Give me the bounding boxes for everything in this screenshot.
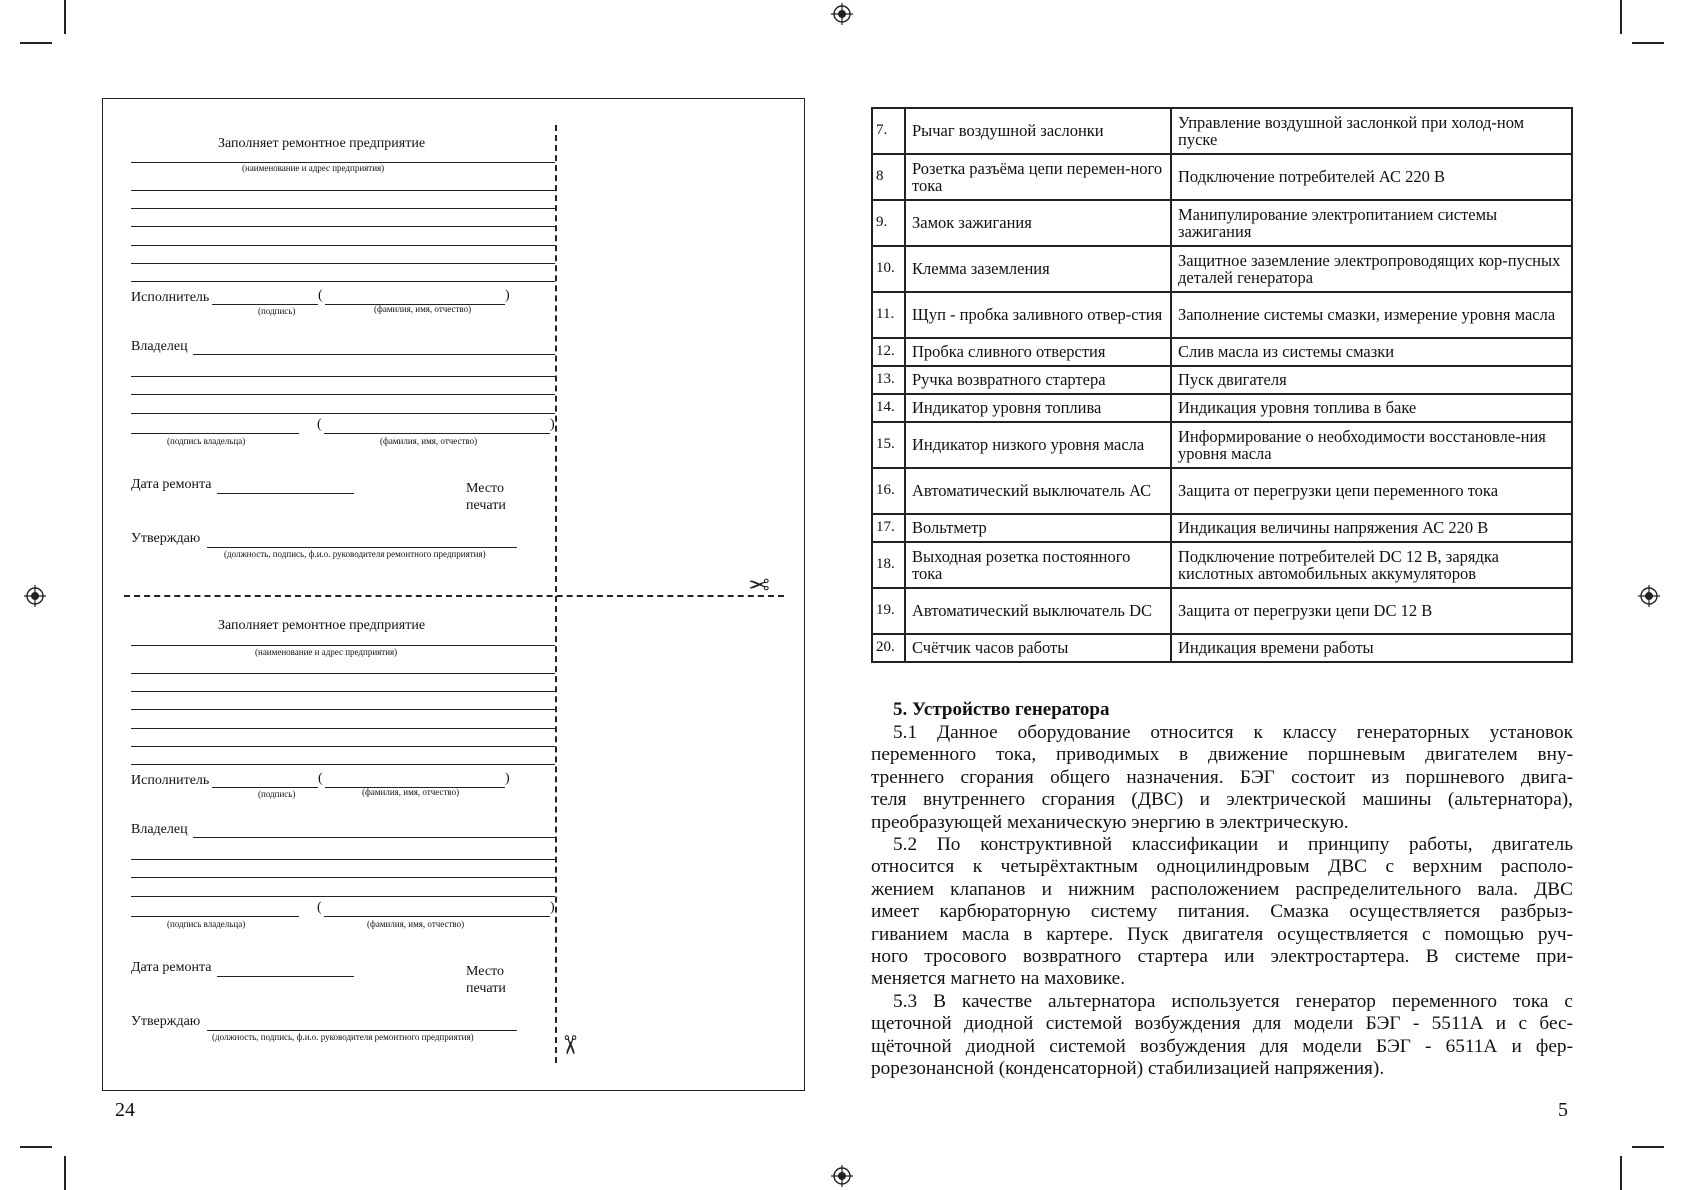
fill-line <box>131 728 555 729</box>
crop-mark <box>20 1146 52 1148</box>
owner-fio-hint: (фамилия, имя, отчество) <box>380 436 478 446</box>
paragraph-5-3 <box>871 991 1573 1081</box>
cell-name: Ручка возвратного стартера <box>905 366 1171 394</box>
cell-purpose: Индикация уровня топлива в баке <box>1171 394 1572 422</box>
cell-num: 12. <box>872 338 905 366</box>
fill-line <box>131 645 555 646</box>
coupon-header: Заполняет ремонтное предприятие <box>218 136 426 151</box>
registration-mark-icon <box>24 585 46 607</box>
stamp-place-line2: печати <box>466 981 506 996</box>
executor-label: Исполнитель <box>131 290 210 305</box>
section-title: 5. Устройство генератора <box>893 699 1110 720</box>
registration-mark-icon <box>1638 585 1660 607</box>
paren-open: ( <box>318 771 323 786</box>
crop-mark <box>64 0 66 34</box>
table-row <box>872 338 1572 366</box>
scissors-icon: ✂ <box>748 569 770 598</box>
crop-mark <box>20 42 52 44</box>
text-line: щеточной диодной системой возбуждения для модели БЭГ - 5511А и с бес- <box>871 1013 1573 1035</box>
owner-signature-line <box>131 433 299 434</box>
owner-fio-hint: (фамилия, имя, отчество) <box>367 919 465 929</box>
text-line: меняется магнето на маховике. <box>871 968 1126 990</box>
fill-line <box>131 281 555 282</box>
fio-hint: (фамилия, имя, отчество) <box>374 304 472 314</box>
horizontal-cut-line <box>124 595 784 597</box>
fill-line <box>131 764 555 765</box>
table-row <box>872 366 1572 394</box>
fill-line <box>131 376 555 377</box>
approve-label: Утверждаю <box>131 1014 201 1029</box>
fill-line <box>131 226 555 227</box>
text-line: имеет карбюраторную систему питания. Смазка осуществляется разбрыз- <box>871 901 1573 923</box>
coupon-header: Заполняет ремонтное предприятие <box>218 618 426 633</box>
text-line: жением клапанов и нижним расположением распределительного вала. ДВС <box>871 878 1573 900</box>
text-line: ного тросового возвратного стартера или электростартера. В системе при- <box>871 945 1573 967</box>
owner-line <box>193 837 555 838</box>
fill-line <box>131 896 555 897</box>
repair-date-line <box>217 493 354 494</box>
approve-hint: (должность, подпись, ф.и.о. руководителя ремонтного предприятия) <box>212 1032 474 1042</box>
paren-close: ) <box>550 417 555 432</box>
cell-name: Щуп - пробка заливного отвер-стия <box>905 292 1171 338</box>
fio-hint: (фамилия, имя, отчество) <box>362 787 460 797</box>
vertical-cut-line <box>555 125 557 1063</box>
owner-signature-hint: (подпись владельца) <box>167 436 246 446</box>
table-row <box>872 422 1572 468</box>
fill-line <box>131 208 555 209</box>
table-row <box>872 108 1572 154</box>
cell-num: 7. <box>872 108 905 154</box>
table-row <box>872 468 1572 514</box>
cell-purpose: Слив масла из системы смазки <box>1171 338 1572 366</box>
text-line: 5.1 Данное оборудование относится к классу генераторных установок <box>893 722 1573 743</box>
crop-mark <box>1632 1146 1664 1148</box>
text-line: теля внутреннего сгорания (ДВС) и электрической машины (альтернатора), <box>871 789 1573 811</box>
approve-line <box>207 547 517 548</box>
cell-num: 14. <box>872 394 905 422</box>
paren-close: ) <box>505 771 510 786</box>
cell-name: Автоматический выключатель DC <box>905 588 1171 634</box>
cell-name: Клемма заземления <box>905 246 1171 292</box>
cell-num: 9. <box>872 200 905 246</box>
cell-name: Вольтметр <box>905 514 1171 542</box>
cell-num: 13. <box>872 366 905 394</box>
paren-close: ) <box>505 288 510 303</box>
stamp-place-line1: Место <box>466 964 504 979</box>
cell-name: Выходная розетка постоянного тока <box>905 542 1171 588</box>
components-table <box>871 107 1573 663</box>
cell-name: Розетка разъёма цепи перемен-ного тока <box>905 154 1171 200</box>
cell-purpose: Пуск двигателя <box>1171 366 1572 394</box>
fill-line <box>131 746 555 747</box>
cell-name: Счётчик часов работы <box>905 634 1171 662</box>
cell-num: 11. <box>872 292 905 338</box>
signature-hint: (подпись) <box>258 306 296 316</box>
text-line: щёточной диодной системой возбуждения для модели БЭГ - 6511А и фер- <box>871 1035 1573 1057</box>
signature-hint: (подпись) <box>258 789 296 799</box>
stamp-place-line1: Место <box>466 481 504 496</box>
fill-line <box>131 673 555 674</box>
cell-name: Замок зажигания <box>905 200 1171 246</box>
registration-mark-icon <box>831 3 853 25</box>
table-row <box>872 634 1572 662</box>
cell-name: Индикатор уровня топлива <box>905 394 1171 422</box>
cell-purpose: Подключение потребителей DC 12 В, зарядка кислотных автомобильных аккумуляторов <box>1171 542 1572 588</box>
owner-signature-hint: (подпись владельца) <box>167 919 246 929</box>
owner-fio-line <box>324 433 550 434</box>
cell-purpose: Защита от перегрузки цепи DC 12 В <box>1171 588 1572 634</box>
owner-line <box>193 354 555 355</box>
approve-line <box>207 1030 517 1031</box>
cell-name: Индикатор низкого уровня масла <box>905 422 1171 468</box>
crop-mark <box>1620 1156 1622 1190</box>
scissors-icon: ✂ <box>554 1034 584 1056</box>
cell-purpose: Заполнение системы смазки, измерение уровня масла <box>1171 292 1572 338</box>
text-line: преобразующей механическую энергию в электрическую. <box>871 811 1349 833</box>
cell-name: Рычаг воздушной заслонки <box>905 108 1171 154</box>
table-row <box>872 292 1572 338</box>
cell-num: 19. <box>872 588 905 634</box>
fill-line <box>131 263 555 264</box>
cell-purpose: Информирование о необходимости восстановле-ния уровня масла <box>1171 422 1572 468</box>
cell-num: 10. <box>872 246 905 292</box>
cell-name: Пробка сливного отверстия <box>905 338 1171 366</box>
text-line: 5.2 По конструктивной классификации и принципу работы, двигатель <box>893 834 1573 855</box>
fill-line <box>131 691 555 692</box>
executor-signature-line <box>212 787 318 788</box>
cell-purpose: Подключение потребителей АС 220 В <box>1171 154 1572 200</box>
table-row <box>872 200 1572 246</box>
paren-close: ) <box>550 900 555 915</box>
repair-date-label: Дата ремонта <box>131 960 212 975</box>
table-row <box>872 514 1572 542</box>
text-line: рорезонансной (конденсаторной) стабилизацией напряжения). <box>871 1058 1385 1080</box>
text-line: гиванием масла в картере. Пуск двигателя осуществляется с помощью руч- <box>871 923 1573 945</box>
cell-name: Автоматический выключатель АС <box>905 468 1171 514</box>
approve-label: Утверждаю <box>131 531 201 546</box>
cell-purpose: Управление воздушной заслонкой при холод-ном пуске <box>1171 108 1572 154</box>
text-line: треннего сгорания общего назначения. БЭГ состоит из поршневого двига- <box>871 766 1573 788</box>
table-row <box>872 246 1572 292</box>
cell-num: 16. <box>872 468 905 514</box>
enterprise-hint: (наименование и адрес предприятия) <box>255 647 398 657</box>
text-line: относится к четырёхтактным одноцилиндровым ДВС с верхним располо- <box>871 856 1573 878</box>
text-line: переменного тока, приводимых в движение поршневым двигателем вну- <box>871 744 1573 766</box>
cell-num: 17. <box>872 514 905 542</box>
table-row <box>872 588 1572 634</box>
table-row <box>872 394 1572 422</box>
fill-line <box>131 245 555 246</box>
fill-line <box>131 877 555 878</box>
fill-line <box>131 709 555 710</box>
paren-open: ( <box>317 900 322 915</box>
crop-mark <box>1632 42 1664 44</box>
owner-fio-line <box>324 916 550 917</box>
cell-purpose: Манипулирование электропитанием системы зажигания <box>1171 200 1572 246</box>
cell-num: 8 <box>872 154 905 200</box>
cell-num: 18. <box>872 542 905 588</box>
cell-purpose: Индикация времени работы <box>1171 634 1572 662</box>
executor-label: Исполнитель <box>131 773 210 788</box>
cell-purpose: Индикация величины напряжения АС 220 В <box>1171 514 1572 542</box>
cell-num: 15. <box>872 422 905 468</box>
enterprise-hint: (наименование и адрес предприятия) <box>242 163 385 173</box>
approve-hint: (должность, подпись, ф.и.о. руководителя ремонтного предприятия) <box>224 549 486 559</box>
owner-signature-line <box>131 916 299 917</box>
registration-mark-icon <box>831 1165 853 1187</box>
fill-line <box>131 190 555 191</box>
table-row <box>872 542 1572 588</box>
table-row <box>872 154 1572 200</box>
repair-date-label: Дата ремонта <box>131 477 212 492</box>
crop-mark <box>64 1156 66 1190</box>
owner-label: Владелец <box>131 822 188 837</box>
cell-purpose: Защита от перегрузки цепи переменного тока <box>1171 468 1572 514</box>
fill-line <box>131 394 555 395</box>
paren-open: ( <box>318 288 323 303</box>
paragraph-5-2 <box>871 834 1573 991</box>
page-number-left: 24 <box>115 1099 135 1121</box>
paragraph-5-1 <box>871 722 1573 834</box>
stamp-place-line2: печати <box>466 498 506 513</box>
owner-label: Владелец <box>131 339 188 354</box>
fill-line <box>131 859 555 860</box>
text-line: 5.3 В качестве альтернатора используется генератор переменного тока с <box>893 991 1573 1012</box>
page-number-right: 5 <box>1558 1099 1568 1121</box>
crop-mark <box>1620 0 1622 34</box>
fill-line <box>131 413 555 414</box>
cell-num: 20. <box>872 634 905 662</box>
repair-date-line <box>217 976 354 977</box>
cell-purpose: Защитное заземление электропроводящих кор-пусных деталей генератора <box>1171 246 1572 292</box>
paren-open: ( <box>317 417 322 432</box>
executor-signature-line <box>212 304 318 305</box>
